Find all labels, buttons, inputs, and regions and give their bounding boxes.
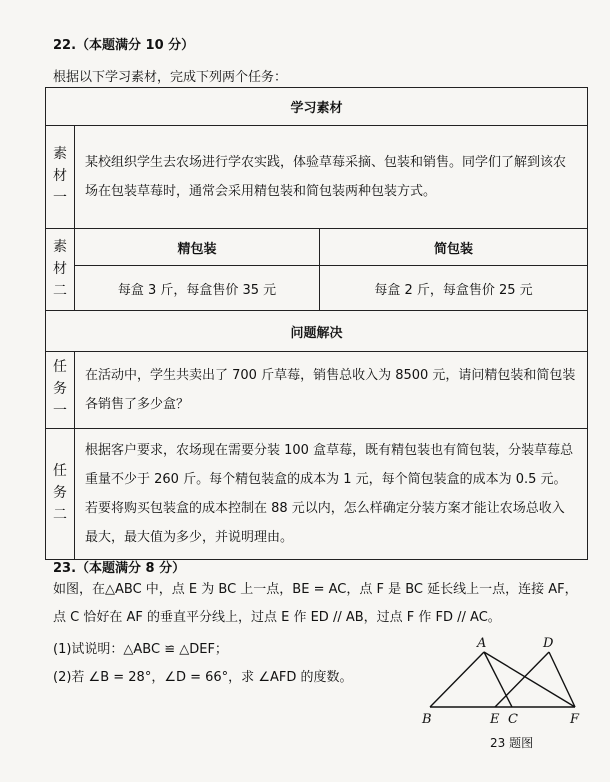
question-23-part-1: (1)试说明：△ABC ≌ △DEF； [53, 642, 228, 657]
simple-pack-title: 简包装 [320, 229, 588, 266]
label-b: B [422, 712, 432, 727]
problem-header: 问题解决 [46, 311, 588, 352]
question-23-part-2: (2)若 ∠B = 28°，∠D = 66°，求 ∠AFD 的度数。 [53, 670, 353, 685]
label-f: F [570, 712, 580, 727]
materials-header: 学习素材 [46, 88, 588, 126]
task-2-label: 任务二 [46, 429, 75, 560]
fine-pack-desc: 每盒 3 斤，每盒售价 35 元 [75, 266, 320, 311]
figure-caption: 23 题图 [490, 736, 534, 750]
question-23-line-1: 如图，在△ABC 中，点 E 为 BC 上一点，BE = AC，点 F 是 BC 延长线上一点，连接 AF， [53, 582, 578, 597]
question-23-line-2: 点 C 恰好在 AF 的垂直平分线上，过点 E 作 ED // AB，过点 F 作 FD // AC。 [53, 610, 501, 625]
label-d: D [543, 636, 554, 651]
label-c: C [508, 712, 518, 727]
question-22-intro: 根据以下学习素材，完成下列两个任务： [53, 70, 288, 85]
task-1-label: 任务一 [46, 352, 75, 429]
label-a: A [477, 636, 487, 651]
material-2-label: 素材二 [46, 229, 75, 311]
question-23-title: 23.（本题满分 8 分） [53, 561, 186, 576]
segment-ab [430, 652, 484, 707]
task-1-text: 在活动中，学生共卖出了 700 斤草莓，销售总收入为 8500 元，请问精包装和简包装各销售了多少盒？ [75, 352, 588, 429]
materials-table [45, 87, 588, 560]
task-2-text: 根据客户要求，农场现在需要分装 100 盒草莓，既有精包装也有简包装，分装草莓总重量不少于 260 斤。每个精包装盒的成本为 1 元，每个简包装盒的成本为 0.5 元。若要将购买包装盒的成本控制在 88 元以内，怎么样确定分装方案才能让农场总收入最大，最大值为多少，并说明理由。 [75, 429, 588, 560]
material-1-text: 某校组织学生去农场进行学农实践，体验草莓采摘、包装和销售。同学们了解到该农场在包装草莓时，通常会采用精包装和简包装两种包装方式。 [75, 126, 588, 229]
segment-ed [495, 652, 549, 707]
material-1-label: 素材一 [46, 126, 75, 229]
fine-pack-title: 精包装 [75, 229, 320, 266]
simple-pack-desc: 每盒 2 斤，每盒售价 25 元 [320, 266, 588, 311]
label-e: E [490, 712, 500, 727]
question-22-title: 22.（本题满分 10 分） [53, 38, 195, 53]
